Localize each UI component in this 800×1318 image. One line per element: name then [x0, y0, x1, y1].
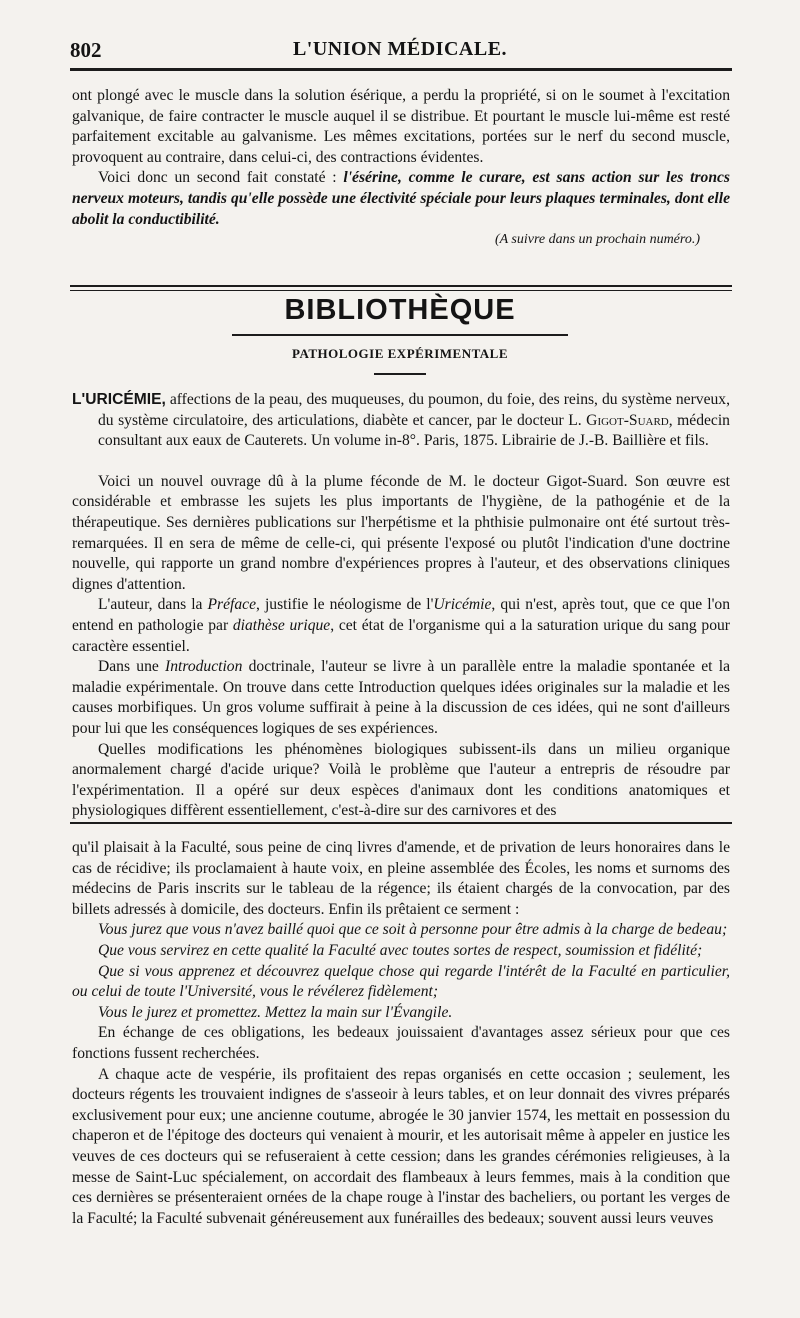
feuilleton-paragraph-2: En échange de ces obligations, les bedeaux jouissaient d'avantages assez sérieux pour que ces fonctions fussent recherchées. [72, 1024, 730, 1062]
review-paragraph-4: Quelles modifications les phénomènes biologiques subissent-ils dans un milieu organique anormalement chargé d'acide urique? Voilà le problème que l'auteur a entrepris de résoudre par l'expérimentation. Il a opéré sur deux espèces d'animaux dont les conditions anatomiques et physiologiques diffèrent essentiellement, c'est-à-dire sur des carnivores et des [72, 740, 730, 820]
feuilleton-rule [70, 822, 732, 824]
journal-title: L'UNION MÉDICALE. [292, 38, 508, 60]
oath-line-2: Que vous servirez en cette qualité la Faculté avec toutes sortes de respect, soumission et fidélité; [98, 941, 703, 959]
p2-text-d: , cet état de l'organisme qui a la saturation urique du sang pour caractère essentiel. [72, 616, 730, 655]
article-conclusion [72, 168, 730, 230]
page-number: 802 [70, 38, 102, 62]
page-header [70, 38, 730, 66]
header-rule [70, 68, 732, 71]
title-underline [232, 334, 568, 336]
p2-text-b: , justifie le néologisme de l' [256, 596, 434, 614]
p2-italic-1: Préface [207, 596, 257, 614]
book-citation [72, 390, 730, 452]
oath-line-4: Vous le jurez et promettez. Mettez la main sur l'Évangile. [98, 1003, 453, 1021]
p2-text-c: , qui n'est, après tout, que ce que l'on entend en pathologie par [72, 596, 730, 634]
citation-text-a: affections de la peau, des muqueuses, du poumon, du foie, des reins, du système nerveux, du système circulatoire, des articulations, diabète et cancer, par le docteur [98, 391, 730, 429]
citation-author: L. Gigot-Suard [568, 411, 669, 429]
review-paragraph-2 [72, 595, 730, 657]
citation-text-b: , médecin consultant aux eaux de Cauterets. Un volume in-8°. Paris, 1875. Librairie de J.-B. Baillière et fils. [98, 411, 730, 450]
review-paragraph-3 [72, 657, 730, 739]
feuilleton-paragraph-3: A chaque acte de vespérie, ils profitaient des repas organisés en cette occasion ; seulement, les docteurs régents les trouvaient indignes de s'asseoir à leurs tables, et on leur donnait des vivres préparés exclusivement pour eux; une ancienne coutume, abrogée le 30 janvier 1574, les mettait en possession du chaperon et de l'épitoge des docteurs qui venaient à mourir, et les autorisait même à appeler en justice les veuves de ces docteurs qui se refuseraient à cette cession; dans les grandes cérémonies religieuses, à la messe de Saint-Luc spécialement, on accordait des flambeaux à leurs femmes, mais à la condition que ces dernières se présenteraient ornées de la chape rouge à l'instar des bacheliers, ou portant les verges de la Faculté; la Faculté subvenait généreusement aux funérailles des bedeaux; souvent aussi leurs veuves [72, 1065, 730, 1227]
oath-line-1: Vous jurez que vous n'avez baillé quoi que ce soit à personne pour être admis à la charge de bedeau; [98, 921, 728, 939]
section-subtitle: PATHOLOGIE EXPÉRIMENTALE [291, 346, 509, 361]
conclusion-prefix: Voici donc un second fait constaté : [98, 169, 344, 187]
to-be-continued: (A suivre dans un prochain numéro.) [494, 232, 700, 248]
p2-italic-2: Uricémie [433, 596, 492, 614]
citation-lead-word: L'URICÉMIE, [72, 391, 166, 408]
article-paragraph: ont plongé avec le muscle dans la solution ésérique, a perdu la propriété, si on le soumet à l'excitation galvanique, de faire contracter le muscle auquel il se distribue. Et pourtant le muscle lui-même est resté parfaitement excitable au galvanisme. Les mêmes excitations, portées sur le nerf du second muscle, provoquent au contraire, dans celui-ci, des contractions évidentes. [72, 87, 730, 166]
section-rule-1 [70, 285, 732, 287]
feuilleton [72, 838, 730, 1229]
section-rule-2 [70, 290, 732, 291]
book-review [72, 390, 730, 822]
p2-italic-3: diathèse urique [232, 616, 331, 634]
top-article [72, 86, 730, 251]
p2-text-a: L'auteur, dans la [98, 596, 208, 614]
subtitle-dash [374, 373, 426, 375]
p3-text-a: Dans une [98, 658, 166, 676]
section-title: BIBLIOTHÈQUE [284, 294, 516, 326]
p3-text-b: doctrinale, l'auteur se livre à un parallèle entre la maladie spontanée et la maladie expérimentale. On trouve dans cette Introduction quelques idées originales sur la maladie et les causes morbifiques. Un gros volume suffirait à peine à la discussion de ces idées, qui ne sont d'ailleurs pour lui que les conséquences logiques de ses expériences. [72, 658, 730, 737]
feuilleton-paragraph-1: qu'il plaisait à la Faculté, sous peine de cinq livres d'amende, et de privation de leurs honoraires dans le cas de récidive; ils proclamaient à haute voix, en pleine assemblée des Écoles, les noms et surnoms des médecins de Paris inscrits sur le tableau de la régence; ils étaient chargés de la convocation, par des billets adressés à domicile, des docteurs. Enfin ils prêtaient ce serment : [72, 839, 730, 918]
oath-line-3: Que si vous apprenez et découvrez quelque chose qui regarde l'intérêt de la Faculté en particulier, ou celui de toute l'Université, vous le révélerez fidèlement; [72, 962, 730, 1001]
p3-italic: Introduction [165, 658, 243, 676]
conclusion-italic: l'ésérine, comme le curare, est sans action sur les troncs nerveux moteurs, tandis qu'elle possède une électivité spéciale pour leurs plaques terminales, dont elle abolit la conductibilité. [72, 169, 730, 228]
review-paragraph-1: Voici un nouvel ouvrage dû à la plume féconde de M. le docteur Gigot-Suard. Son œuvre est considérable et embrasse les sujets les plus importants de l'hygiène, de la pathogénie et de la thérapeutique. Ses dernières publications sur l'herpétisme et la phthisie pulmonaire ont été surtout très-remarquées. Il en sera de même de celle-ci, qui présente l'exposé ou plutôt l'indication d'une doctrine nouvelle, qui rapporte un grand nombre d'expériences propres à l'auteur, et des observations cliniques dignes d'attention. [72, 472, 730, 593]
